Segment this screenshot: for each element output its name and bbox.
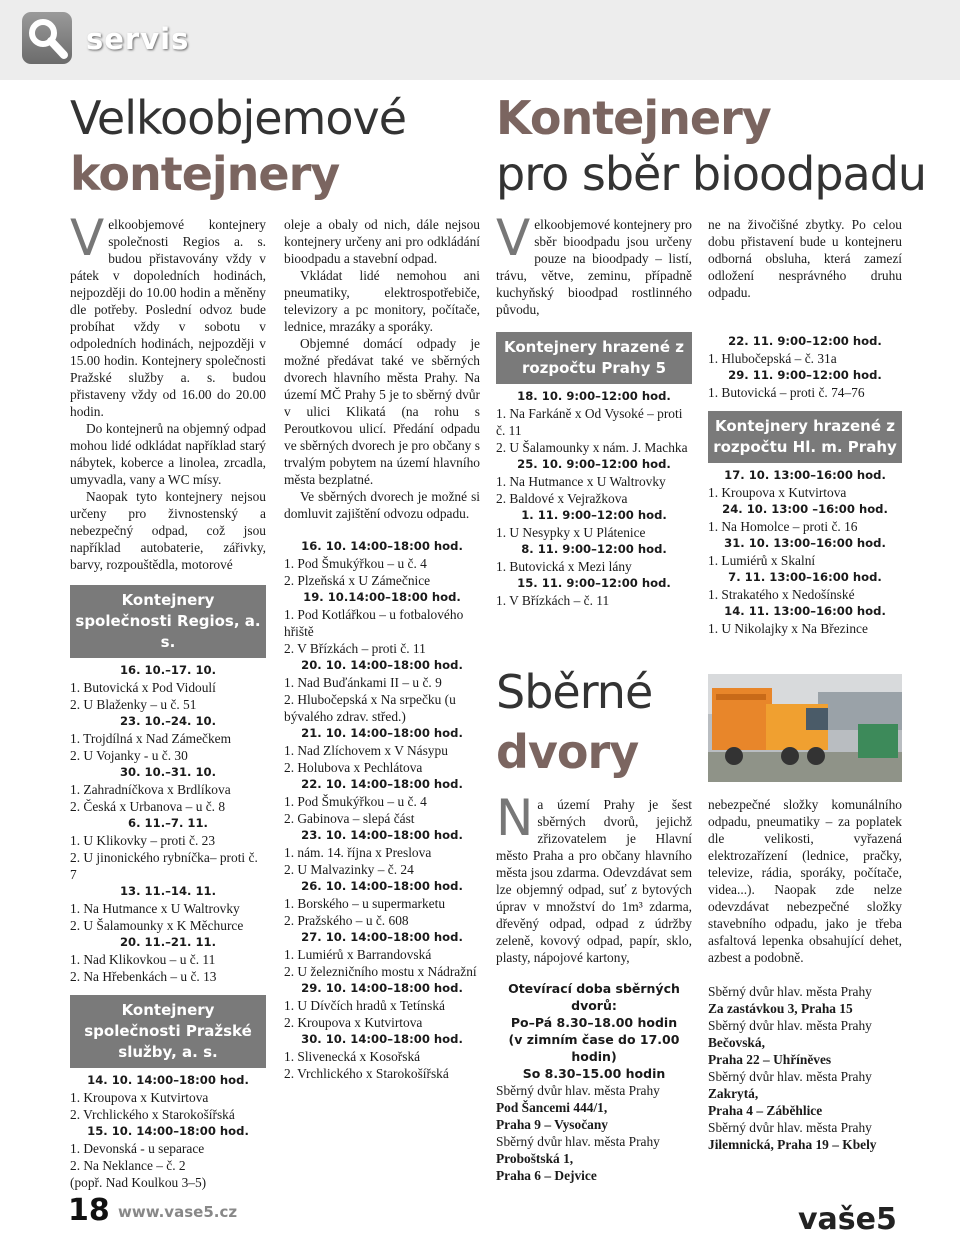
paragraph: Ve sběrných dvorech je možné si domluvit zajištění odvozu odpadu. [284,489,480,521]
schedule-date: 22. 11. 9:00–12:00 hod. [728,334,882,348]
hours-line: (v zimním čase do 17.00 hodin) [508,1032,680,1064]
schedule-date: 13. 11.–14. 11. [119,884,217,898]
schedule-list [496,388,692,609]
paragraph: Vkládat lidé nemohou ani pneumatiky, elektrospotřebiče, televizory a pc monitory, počítače, lednice, mrazáky a sporáky. [284,268,480,334]
schedule-location: 1. U Nesypky x U Plátenice [496,525,646,540]
section-box: Kontejnery hrazené z rozpočtu Hl. m. Prahy [708,411,902,463]
schedule-location: 1. Butovická x Pod Vidoulí [70,680,216,695]
schedule-location: 1. Nad Zlíchovem x V Násypu [284,743,448,758]
schedule-location: 1. Kroupova x Kutvirtova [70,1090,209,1105]
schedule-date: 22. 10. 14:00–18:00 hod. [301,777,463,791]
hours-line: So 8.30–15.00 hodin [522,1066,666,1081]
yard-address: Proboštská 1, [496,1151,574,1166]
right-title-line1: Kontejnery [496,91,771,145]
schedule-list [708,467,902,637]
schedule-date: 15. 10. 14:00–18:00 hod. [87,1124,249,1138]
schedule-location: 1. Borského – u supermarketu [284,896,446,911]
schedule-list [284,538,480,1082]
schedule-date: 24. 10. 13:00 –16:00 hod. [722,502,888,516]
schedule-location: 2. Plzeňská x U Zámečnice [284,573,431,588]
schedule-list [70,662,266,985]
column-3 [496,209,692,609]
yard-address: Praha 22 – Uhříněves [708,1052,832,1067]
section-box: Kontejnery hrazené z rozpočtu Prahy 5 [496,332,692,384]
schedule-location: 2. Holubova x Pechlátova [284,760,423,775]
schedule-date: 7. 11. 13:00–16:00 hod. [728,570,882,584]
schedule-location: 1. Na Hutmance x U Waltrovky [496,474,666,489]
schedule-date: 30. 10.–31. 10. [119,765,217,779]
yard-label: Sběrný dvůr hlav. města Prahy [708,1018,872,1033]
schedule-location: 1. U Dívčích hradů x Tetínská [284,998,445,1013]
schedule-location: 2. U Vojanky - u č. 30 [70,748,188,763]
left-title-line1: Velkoobjemové [70,91,407,145]
schedule-location: 1. Na Hutmance x U Waltrovky [70,901,240,916]
paragraph: oleje a obaly od nich, dále nejsou kontejnery určeny ani pro odkládání bioodpadu a stavební odpad. [284,217,480,266]
paragraph: a území Prahy je šest sběrných dvorů, jejichž zřizovatelem je Hlavní město Praha a pro občany hlavního města jsou zdarma. Odevzdávat sem lze objemný odpad, suť z bytových úprav v množství do 1m³ zdarma, dřevěný odpad, odpad z údržby zeleně, kovový odpad, papír, sklo, plasty, nápojové kartony, [496,797,692,965]
schedule-date: 23. 10. 14:00–18:00 hod. [301,828,463,842]
dvory-title-line2: dvory [496,725,639,779]
schedule-date: 31. 10. 13:00–16:00 hod. [724,536,886,550]
schedule-location: 2. U Blaženky – u č. 51 [70,697,197,712]
dvory-title-line1: Sběrné [496,665,653,719]
schedule-list [708,333,902,401]
paragraph: elkoobjemové kontejnery společnosti Regios a. s. budou přistavovány vždy v pátek v dopoledních hodinách, nejpozději do 10.00 hodin a měněny dle potřeby. Poslední odvoz bude probíhat vždy v sobotu v odpoledních hodinách, nejpozději v 15.00 hodin. Kontejnery společnosti Pražské služby a. s. budou přistaveny vždy od 16.00 do 20.00 hodin. [70,217,266,419]
schedule-date: 17. 10. 13:00–16:00 hod. [724,468,886,482]
schedule-date: 19. 10.14:00–18:00 hod. [303,590,461,604]
column-4 [708,216,902,637]
schedule-location: 1. Nad Klikovkou – u č. 11 [70,952,216,967]
paragraph: elkoobjemové kontejnery pro sběr bioodpadu jsou určeny pouze na bioodpady – listí, trávu, větve, zeminu, případně kuchyňský bioodpad rostlinného původu, [496,217,692,317]
schedule-date: 21. 10. 14:00–18:00 hod. [301,726,463,740]
schedule-location: 2. Hlubočepská x Na srpečku (u bývalého zdrav. střed.) [284,692,456,724]
left-title-line2: kontejnery [70,147,340,201]
schedule-location: 2. V Břízkách – proti č. 11 [284,641,426,656]
schedule-date: 29. 11. 9:00–12:00 hod. [728,368,882,382]
schedule-location: 1. Pod Šmukýřkou – u č. 4 [284,794,427,809]
yard-label: Sběrný dvůr hlav. města Prahy [708,984,872,999]
schedule-location: 1. U Klikovky – proti č. 23 [70,833,216,848]
yard-label: Sběrný dvůr hlav. města Prahy [496,1083,660,1098]
schedule-location: 2. U Malvazinky – č. 24 [284,862,414,877]
schedule-location: 1. Slivenecká x Kosořská [284,1049,421,1064]
yard-address: Za zastávkou 3, Praha 15 [708,1001,853,1016]
schedule-location: 2. U Šalamounky x nám. J. Machka [496,440,688,455]
drop-cap: V [70,209,105,267]
schedule-location: 1. Lumiérů x Barrandovská [284,947,432,962]
schedule-location: 2. Na Hřebenkách – u č. 13 [70,969,217,984]
schedule-location: 1. Devonská - u separace [70,1141,205,1156]
dvory-left [496,789,692,1184]
schedule-location: 2. Kroupova x Kutvirtova [284,1015,423,1030]
schedule-location: 1. U Nikolajky x Na Březince [708,621,868,636]
schedule-location: 2. Baldové x Vejražkova [496,491,628,506]
schedule-date: 23. 10.–24. 10. [119,714,217,728]
schedule-date: 16. 10.–17. 10. [119,663,217,677]
schedule-date: 6. 11.–7. 11. [128,816,208,830]
schedule-location: 1. Hlubočepská – č. 31a [708,351,837,366]
schedule-location: (popř. Nad Koulkou 3–5) [70,1175,207,1190]
drop-cap: N [496,789,534,847]
schedule-location: 1. Na Homolce – proti č. 16 [708,519,858,534]
dvory-right [708,796,902,1153]
schedule-location: 1. Butovická x Mezi lány [496,559,632,574]
yard-address: Praha 9 – Vysočany [496,1117,608,1132]
schedule-location: 2. Pražského – u č. 608 [284,913,409,928]
section-box: Kontejnery společnosti Regios, a. s. [70,585,266,658]
paragraph: nebezpečné složky komunálního odpadu, pneumatiky – za poplatek dle velikosti, vyřazená elektrozařízení (lednice, pračky, televize, rádia, sporáky, počítače, videa...). Naopak zde nelze odevzdávat nebezpečné složky stavebního odpadu, jako je třeba asfaltová lepenka obsahující dehet, azbest a podobně. [708,797,902,965]
schedule-date: 26. 10. 14:00–18:00 hod. [301,879,463,893]
yard-address: Pod Šancemi 444/1, [496,1100,608,1115]
schedule-date: 18. 10. 9:00–12:00 hod. [517,389,671,403]
schedule-location: 2. Na Neklance – č. 2 [70,1158,186,1173]
schedule-location: 1. Strakatého x Nedošínské [708,587,855,602]
schedule-location: 2. U železničního mostu x Nádražní [284,964,477,979]
website-link[interactable]: www.vase5.cz [118,1203,238,1221]
schedule-date: 15. 11. 9:00–12:00 hod. [517,576,671,590]
schedule-location: 1. Butovická – proti č. 74–76 [708,385,865,400]
paragraph: Naopak tyto kontejnery nejsou určeny pro živnostenský a nebezpečný odpad, což jsou například autobaterie, zářivky, barvy, rozpouštědla, motorové [70,489,266,572]
right-title-line2: pro sběr bioodpadu [496,147,927,201]
yard-address: Jilemnická, Praha 19 – Kbely [708,1137,877,1152]
yard-label: Sběrný dvůr hlav. města Prahy [496,1134,660,1149]
yard-label: Sběrný dvůr hlav. města Prahy [708,1120,872,1135]
schedule-location: 2. U Šalamounky x K Měchurce [70,918,244,933]
section-box: Kontejnery společnosti Pražské služby, a. s. [70,995,266,1068]
column-2 [284,216,480,1082]
schedule-list [70,1072,266,1191]
schedule-location: 2. Gabinova – slepá část [284,811,415,826]
yard-address: Praha 4 – Záběhlice [708,1103,823,1118]
drop-cap: V [496,209,531,267]
schedule-date: 25. 10. 9:00–12:00 hod. [517,457,671,471]
schedule-date: 8. 11. 9:00–12:00 hod. [521,542,667,556]
schedule-date: 14. 10. 14:00–18:00 hod. [87,1073,249,1087]
schedule-date: 1. 11. 9:00–12:00 hod. [521,508,667,522]
schedule-location: 1. Zahradníčkova x Brdlíkova [70,782,231,797]
schedule-location: 2. Česká x Urbanova – u č. 8 [70,799,226,814]
hours-line: Po–Pá 8.30–18.00 hodin [510,1015,678,1030]
schedule-date: 14. 11. 13:00–16:00 hod. [724,604,886,618]
section-title: servis [86,22,190,56]
yard-label: Sběrný dvůr hlav. města Prahy [708,1069,872,1084]
container-truck-photo [708,674,902,782]
schedule-location: 1. Kroupova x Kutvirtova [708,485,847,500]
hours-heading: Otevírací doba sběrných dvorů: [508,981,680,1013]
schedule-date: 20. 10. 14:00–18:00 hod. [301,658,463,672]
schedule-location: 2. Vrchlického x Starokošířská [70,1107,235,1122]
schedule-location: 1. Trojdílná x Nad Zámečkem [70,731,232,746]
schedule-date: 20. 11.–21. 11. [119,935,217,949]
yard-address: Praha 6 – Dejvice [496,1168,597,1183]
logo-text: vaše5 [798,1202,897,1235]
schedule-date: 27. 10. 14:00–18:00 hod. [301,930,463,944]
paragraph: Objemné domácí odpady je možné předávat také ve sběrných dvorech hlavního města Prahy. Na území MČ Prahy 5 je to sběrný dvůr v ulici Klikatá (na rohu s Peroutkovou ulicí. Předání odpadu ve sběrných dvorech je pro občany s trvalým pobytem na území hlavního města bezplatné. [284,336,480,487]
schedule-location: 2. U jinonického rybníčka– proti č. 7 [70,850,258,882]
schedule-location: 1. Nad Buďánkami II – u č. 9 [284,675,442,690]
schedule-date: 30. 10. 14:00–18:00 hod. [301,1032,463,1046]
schedule-location: 1. nám. 14. října x Preslova [284,845,432,860]
paragraph: ne na živočišné zbytky. Po celou dobu přistavení bude u kontejneru odborná obsluha, která zamezí odložení nesprávného druhu odpadu. [708,217,902,300]
schedule-date: 16. 10. 14:00–18:00 hod. [301,539,463,553]
vase5-logo [798,1175,910,1235]
schedule-location: 1. Na Farkáně x Od Vysoké – proti č. 11 [496,406,683,438]
magnifier-icon [22,12,72,64]
schedule-date: 29. 10. 14:00–18:00 hod. [301,981,463,995]
paragraph: Do kontejnerů na objemný odpad mohou lidé odkládat například starý nábytek, koberce a linolea, zrcadla, umyvadla, vany a WC mísy. [70,421,266,487]
schedule-location: 1. Pod Kotlářkou – u fotbalového hřiště [284,607,464,639]
schedule-location: 2. Vrchlického x Starokošířská [284,1066,449,1081]
schedule-location: 1. Lumiérů x Skalní [708,553,816,568]
yard-address: Zakrytá, [708,1086,759,1101]
yard-address: Bečovská, [708,1035,765,1050]
schedule-location: 1. V Břízkách – č. 11 [496,593,610,608]
page-number: 18 [68,1193,110,1228]
section-header [0,0,960,80]
column-1 [70,209,266,1191]
schedule-location: 1. Pod Šmukýřkou – u č. 4 [284,556,427,571]
